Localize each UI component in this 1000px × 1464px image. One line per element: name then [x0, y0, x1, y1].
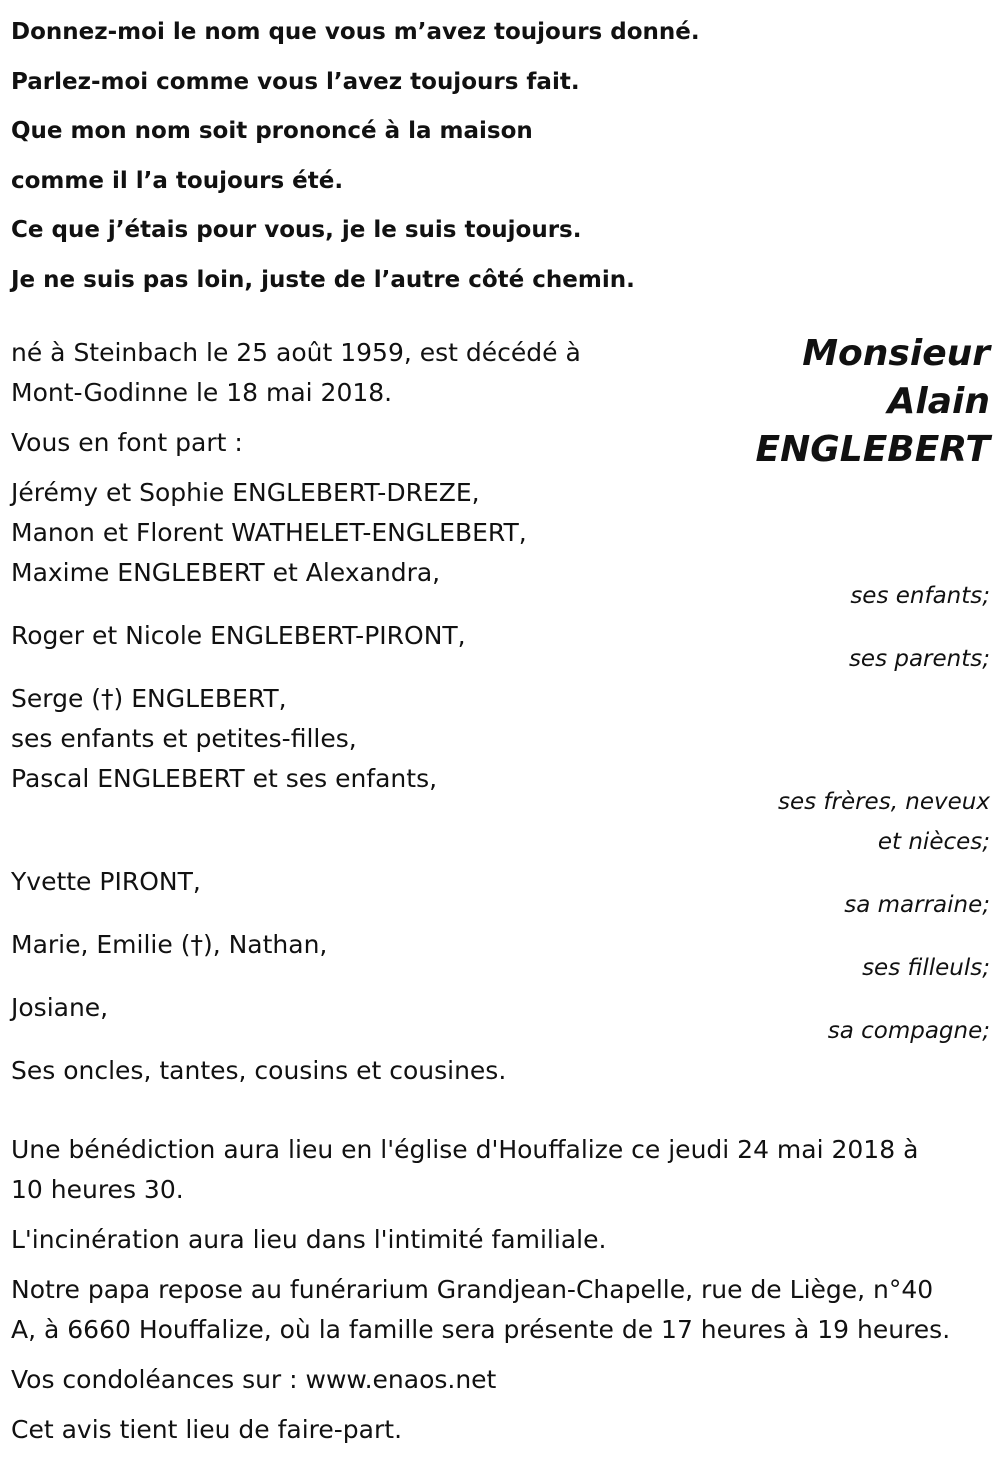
- siblings-line: Serge (†) ENGLEBERT,: [11, 684, 287, 713]
- deceased-first-name: Alain: [887, 381, 990, 422]
- godchildren-label: ses filleuls;: [862, 955, 990, 981]
- announcement-intro: Vous en font part :: [11, 428, 243, 457]
- poem-line: Que mon nom soit prononcé à la maison: [11, 118, 533, 145]
- funeral-home-line: A, à 6660 Houffalize, où la famille sera présente de 17 heures à 19 heures.: [11, 1315, 951, 1344]
- godmother-line: Yvette PIRONT,: [11, 867, 201, 896]
- deceased-title: Monsieur: [802, 333, 990, 374]
- siblings-line: Pascal ENGLEBERT et ses enfants,: [11, 764, 438, 793]
- funeral-home-line: Notre papa repose au funérarium Grandjean-Chapelle, rue de Liège, n°40: [11, 1275, 934, 1304]
- children-line: Maxime ENGLEBERT et Alexandra,: [11, 558, 441, 587]
- parents-line: Roger et Nicole ENGLEBERT-PIRONT,: [11, 621, 466, 650]
- other-relatives-line: Ses oncles, tantes, cousins et cousines.: [11, 1056, 507, 1085]
- godmother-label: sa marraine;: [844, 892, 990, 918]
- poem-line: Parlez-moi comme vous l’avez toujours fait.: [11, 68, 580, 95]
- children-line: Manon et Florent WATHELET-ENGLEBERT,: [11, 518, 527, 547]
- deceased-last-name: ENGLEBERT: [755, 429, 990, 470]
- blessing-line: 10 heures 30.: [11, 1175, 184, 1204]
- godchildren-line: Marie, Emilie (†), Nathan,: [11, 930, 328, 959]
- poem-line: Donnez-moi le nom que vous m’avez toujours donné.: [11, 19, 700, 45]
- birth-death-line: Mont-Godinne le 18 mai 2018.: [11, 378, 393, 407]
- siblings-label: ses frères, neveux: [777, 789, 990, 815]
- parents-label: ses parents;: [848, 646, 990, 672]
- condolences-line: Vos condoléances sur : www.enaos.net: [11, 1365, 497, 1394]
- companion-label: sa compagne;: [827, 1018, 990, 1044]
- notice-line: Cet avis tient lieu de faire-part.: [11, 1415, 403, 1444]
- poem-line: comme il l’a toujours été.: [11, 167, 344, 194]
- children-line: Jérémy et Sophie ENGLEBERT-DREZE,: [11, 478, 480, 507]
- cremation-line: L'incinération aura lieu dans l'intimité familiale.: [11, 1225, 607, 1254]
- deceased-name: [756, 330, 991, 474]
- siblings-label: et nièces;: [877, 829, 990, 855]
- birth-death-line: né à Steinbach le 25 août 1959, est décédé à: [11, 338, 581, 367]
- children-label: ses enfants;: [850, 583, 990, 609]
- poem-line: Je ne suis pas loin, juste de l’autre côté chemin.: [11, 266, 635, 293]
- poem-line: Ce que j’étais pour vous, je le suis toujours.: [11, 217, 582, 244]
- companion-line: Josiane,: [11, 993, 109, 1022]
- poem: [11, 8, 991, 306]
- blessing-line: Une bénédiction aura lieu en l'église d'Houffalize ce jeudi 24 mai 2018 à: [11, 1135, 919, 1164]
- siblings-line: ses enfants et petites-filles,: [11, 724, 357, 753]
